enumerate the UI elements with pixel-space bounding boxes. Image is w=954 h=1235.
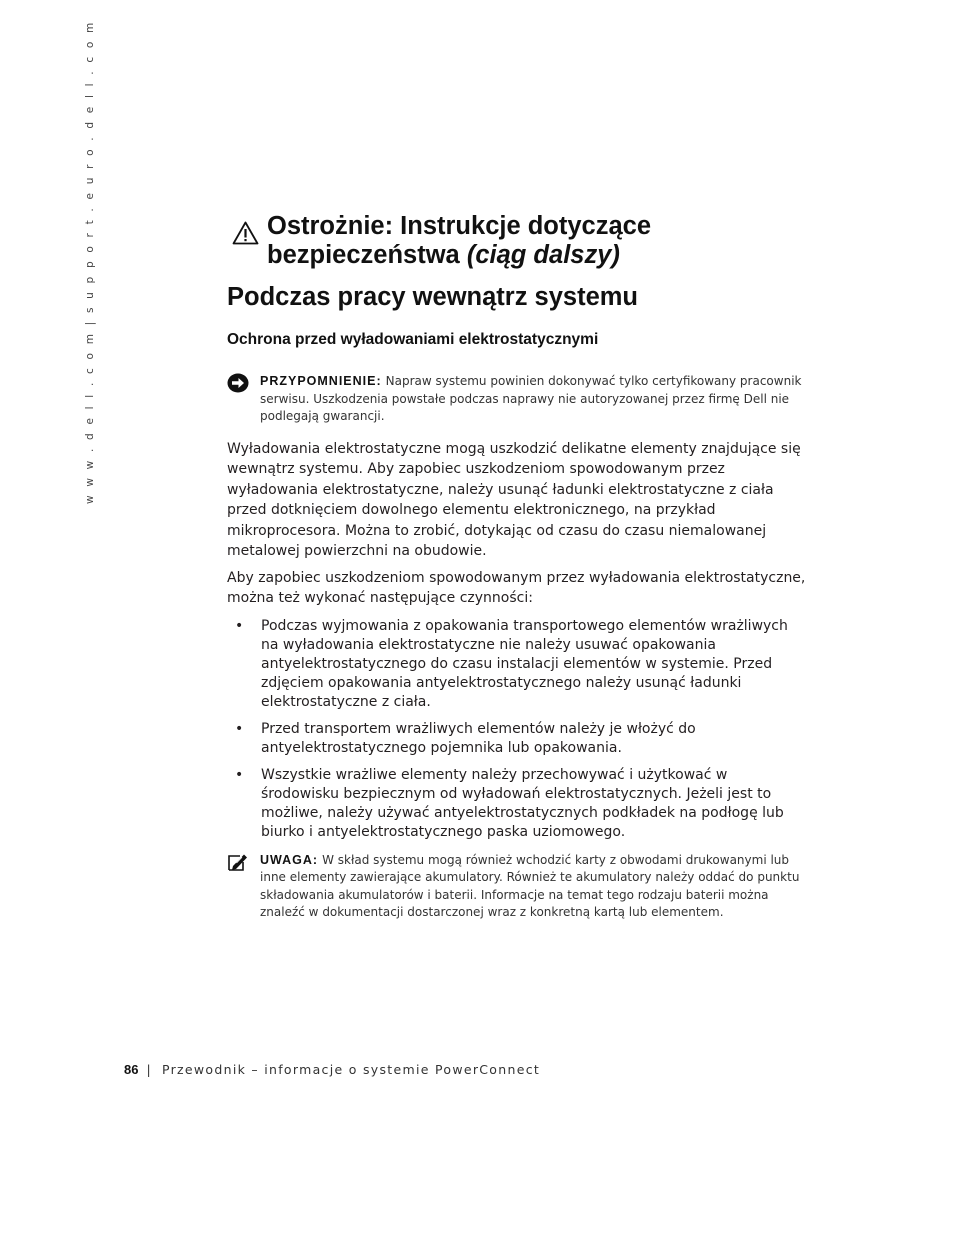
list-item xyxy=(227,617,807,712)
list-item xyxy=(227,766,807,842)
caution-heading-word: bezpieczeństwa xyxy=(267,241,460,269)
page-number: 86 xyxy=(124,1062,139,1077)
paragraph: Wyładowania elektrostatyczne mogą uszkodzić delikatne elementy znajdujące się wewnątrz systemu. Aby zapobiec uszkodzeniom spowodowanym przez wyładowania elektrostatyczne, należy usunąć ładunki elektrostatyczne z ciała przed dotknięciem dowolnego elementu elektronicznego, na przykład mikroprocesora. Można to zrobić, dotykając od czasu do czasu niemalowanej metalowej powierzchni na obudowie. xyxy=(227,440,801,559)
notice-box xyxy=(227,373,807,426)
page-content xyxy=(227,212,807,922)
list-item xyxy=(227,720,807,758)
sidebar-url xyxy=(84,20,104,504)
bullet-mark: • xyxy=(235,720,244,737)
notice-text: Napraw systemu powinien dokonywać tylko certyfikowany pracownik serwisu. Uszkodzenia powstałe podczas naprawy nie autoryzowanej przez firmę Dell nie podlegają gwarancji. xyxy=(260,374,802,423)
bullet-mark: • xyxy=(235,766,244,783)
section-subtitle: Ochrona przed wyładowaniami elektrostatycznymi xyxy=(227,331,599,348)
sidebar-url-text: w w w . d e l l . c o m | s u p p o r t . e u r o . d e l l . c o m xyxy=(84,20,96,504)
section-title: Podczas pracy wewnątrz systemu xyxy=(227,283,639,311)
caution-heading-line2 xyxy=(267,241,807,270)
bullet-list xyxy=(227,617,807,842)
bullet-mark: • xyxy=(235,617,244,634)
arrow-circle-icon xyxy=(227,373,249,393)
caution-heading xyxy=(227,212,807,270)
footer-title: Przewodnik – informacje o systemie PowerConnect xyxy=(161,1062,541,1077)
caution-heading-continued: (ciąg dalszy) xyxy=(466,241,620,269)
remark-text: W skład systemu mogą również wchodzić karty z obwodami drukowanymi lub inne elementy zawierające akumulatory. Również te akumulatory należy oddać do punktu składowania akumulatorów i baterii. Informacje na temat tego rodzaju baterii można znaleźć w dokumentacji dostarczonej wraz z konkretną kartą lub elementem. xyxy=(260,852,800,919)
footer-separator: | xyxy=(146,1062,152,1077)
page-footer xyxy=(124,1062,540,1077)
paragraph: Aby zapobiec uszkodzeniom spowodowanym przez wyładowania elektrostatyczne, można też wykonać następujące czynności: xyxy=(227,569,806,606)
list-item-text: Przed transportem wrażliwych elementów należy je włożyć do antyelektrostatycznego pojemnika lub opakowania. xyxy=(261,720,696,756)
remark-label: UWAGA: xyxy=(260,852,319,867)
remark-box xyxy=(227,852,807,922)
notice-label: PRZYPOMNIENIE: xyxy=(260,374,382,388)
pencil-note-icon xyxy=(227,852,249,872)
caution-heading-line1: Ostrożnie: Instrukcje dotyczące xyxy=(267,212,652,240)
warning-triangle-icon xyxy=(232,221,259,245)
list-item-text: Wszystkie wrażliwe elementy należy przechowywać i użytkować w środowisku bezpiecznym od wyładowań elektrostatycznych. Jeżeli jest to możliwe, należy używać antyelektrostatycznych podkładek na podłogę lub biurko i antyelektrostatycznego paska uziomowego. xyxy=(261,766,784,840)
list-item-text: Podczas wyjmowania z opakowania transportowego elementów wrażliwych na wyładowania elektrostatyczne nie należy usuwać opakowania antyelektrostatycznego do czasu instalacji elementów w systemie. Przed zdjęciem opakowania antyelektrostatycznego należy usunąć ładunki elektrostatyczne z ciała. xyxy=(261,617,788,710)
